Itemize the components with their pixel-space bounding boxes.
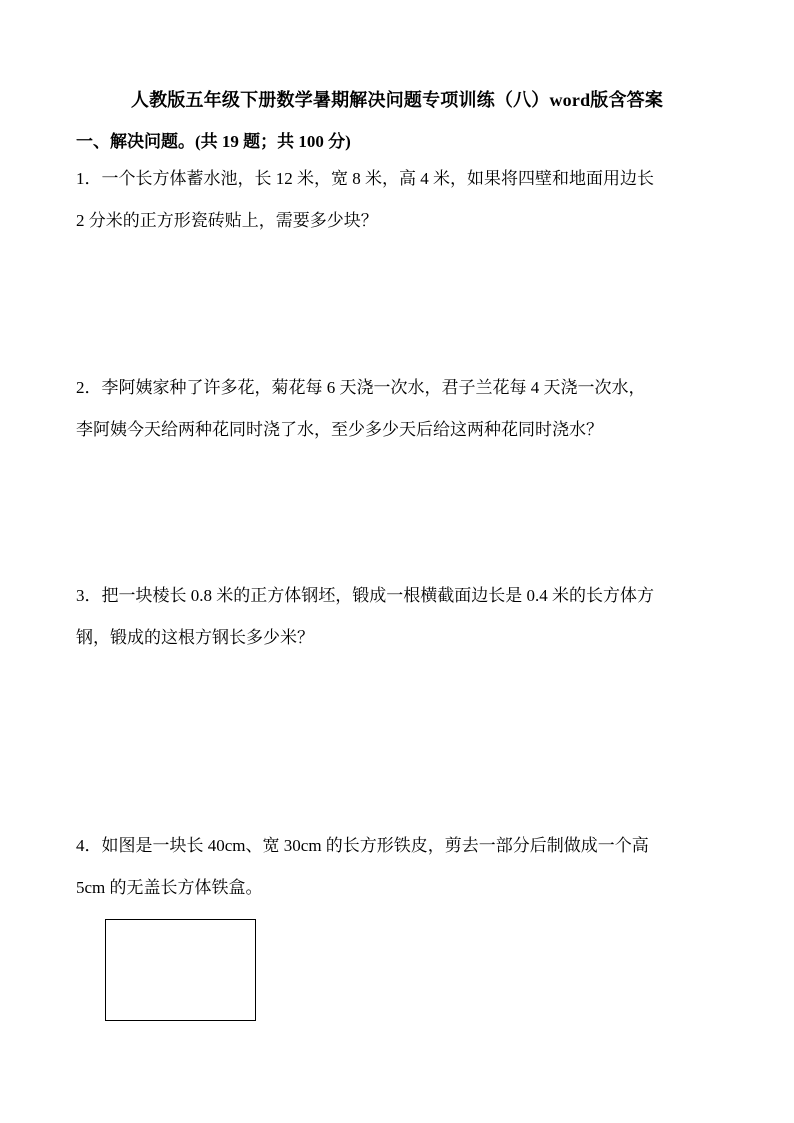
question-4-line-1: 4．如图是一块长 40cm、宽 30cm 的长方形铁皮，剪去一部分后制做成一个高 bbox=[76, 836, 649, 855]
question-1-line-2: 2 分米的正方形瓷砖贴上，需要多少块？ bbox=[76, 211, 378, 230]
question-3-line-2: 钢，锻成的这根方钢长多少米？ bbox=[76, 628, 314, 647]
rectangle-sheet-figure bbox=[105, 919, 256, 1021]
question-3-line-1: 3．把一块棱长 0.8 米的正方体钢坯，锻成一根横截面边长是 0.4 米的长方体方 bbox=[76, 586, 654, 605]
question-2-line-2: 李阿姨今天给两种花同时浇了水，至少多少天后给这两种花同时浇水？ bbox=[76, 420, 603, 439]
question-4-line-2: 5cm 的无盖长方体铁盒。 bbox=[76, 878, 263, 897]
question-4 bbox=[76, 825, 726, 909]
question-1-line-1: 1．一个长方体蓄水池，长 12 米，宽 8 米，高 4 米，如果将四壁和地面用边长 bbox=[76, 169, 654, 188]
question-1 bbox=[76, 158, 726, 242]
section-heading: 一、解决问题。(共 19 题；共 100 分) bbox=[76, 132, 351, 151]
document-title: 人教版五年级下册数学暑期解决问题专项训练（八）word版含答案 bbox=[130, 90, 664, 110]
question-3 bbox=[76, 575, 726, 659]
question-2 bbox=[76, 367, 726, 451]
question-2-line-1: 2．李阿姨家种了许多花，菊花每 6 天浇一次水，君子兰花每 4 天浇一次水， bbox=[76, 378, 646, 397]
